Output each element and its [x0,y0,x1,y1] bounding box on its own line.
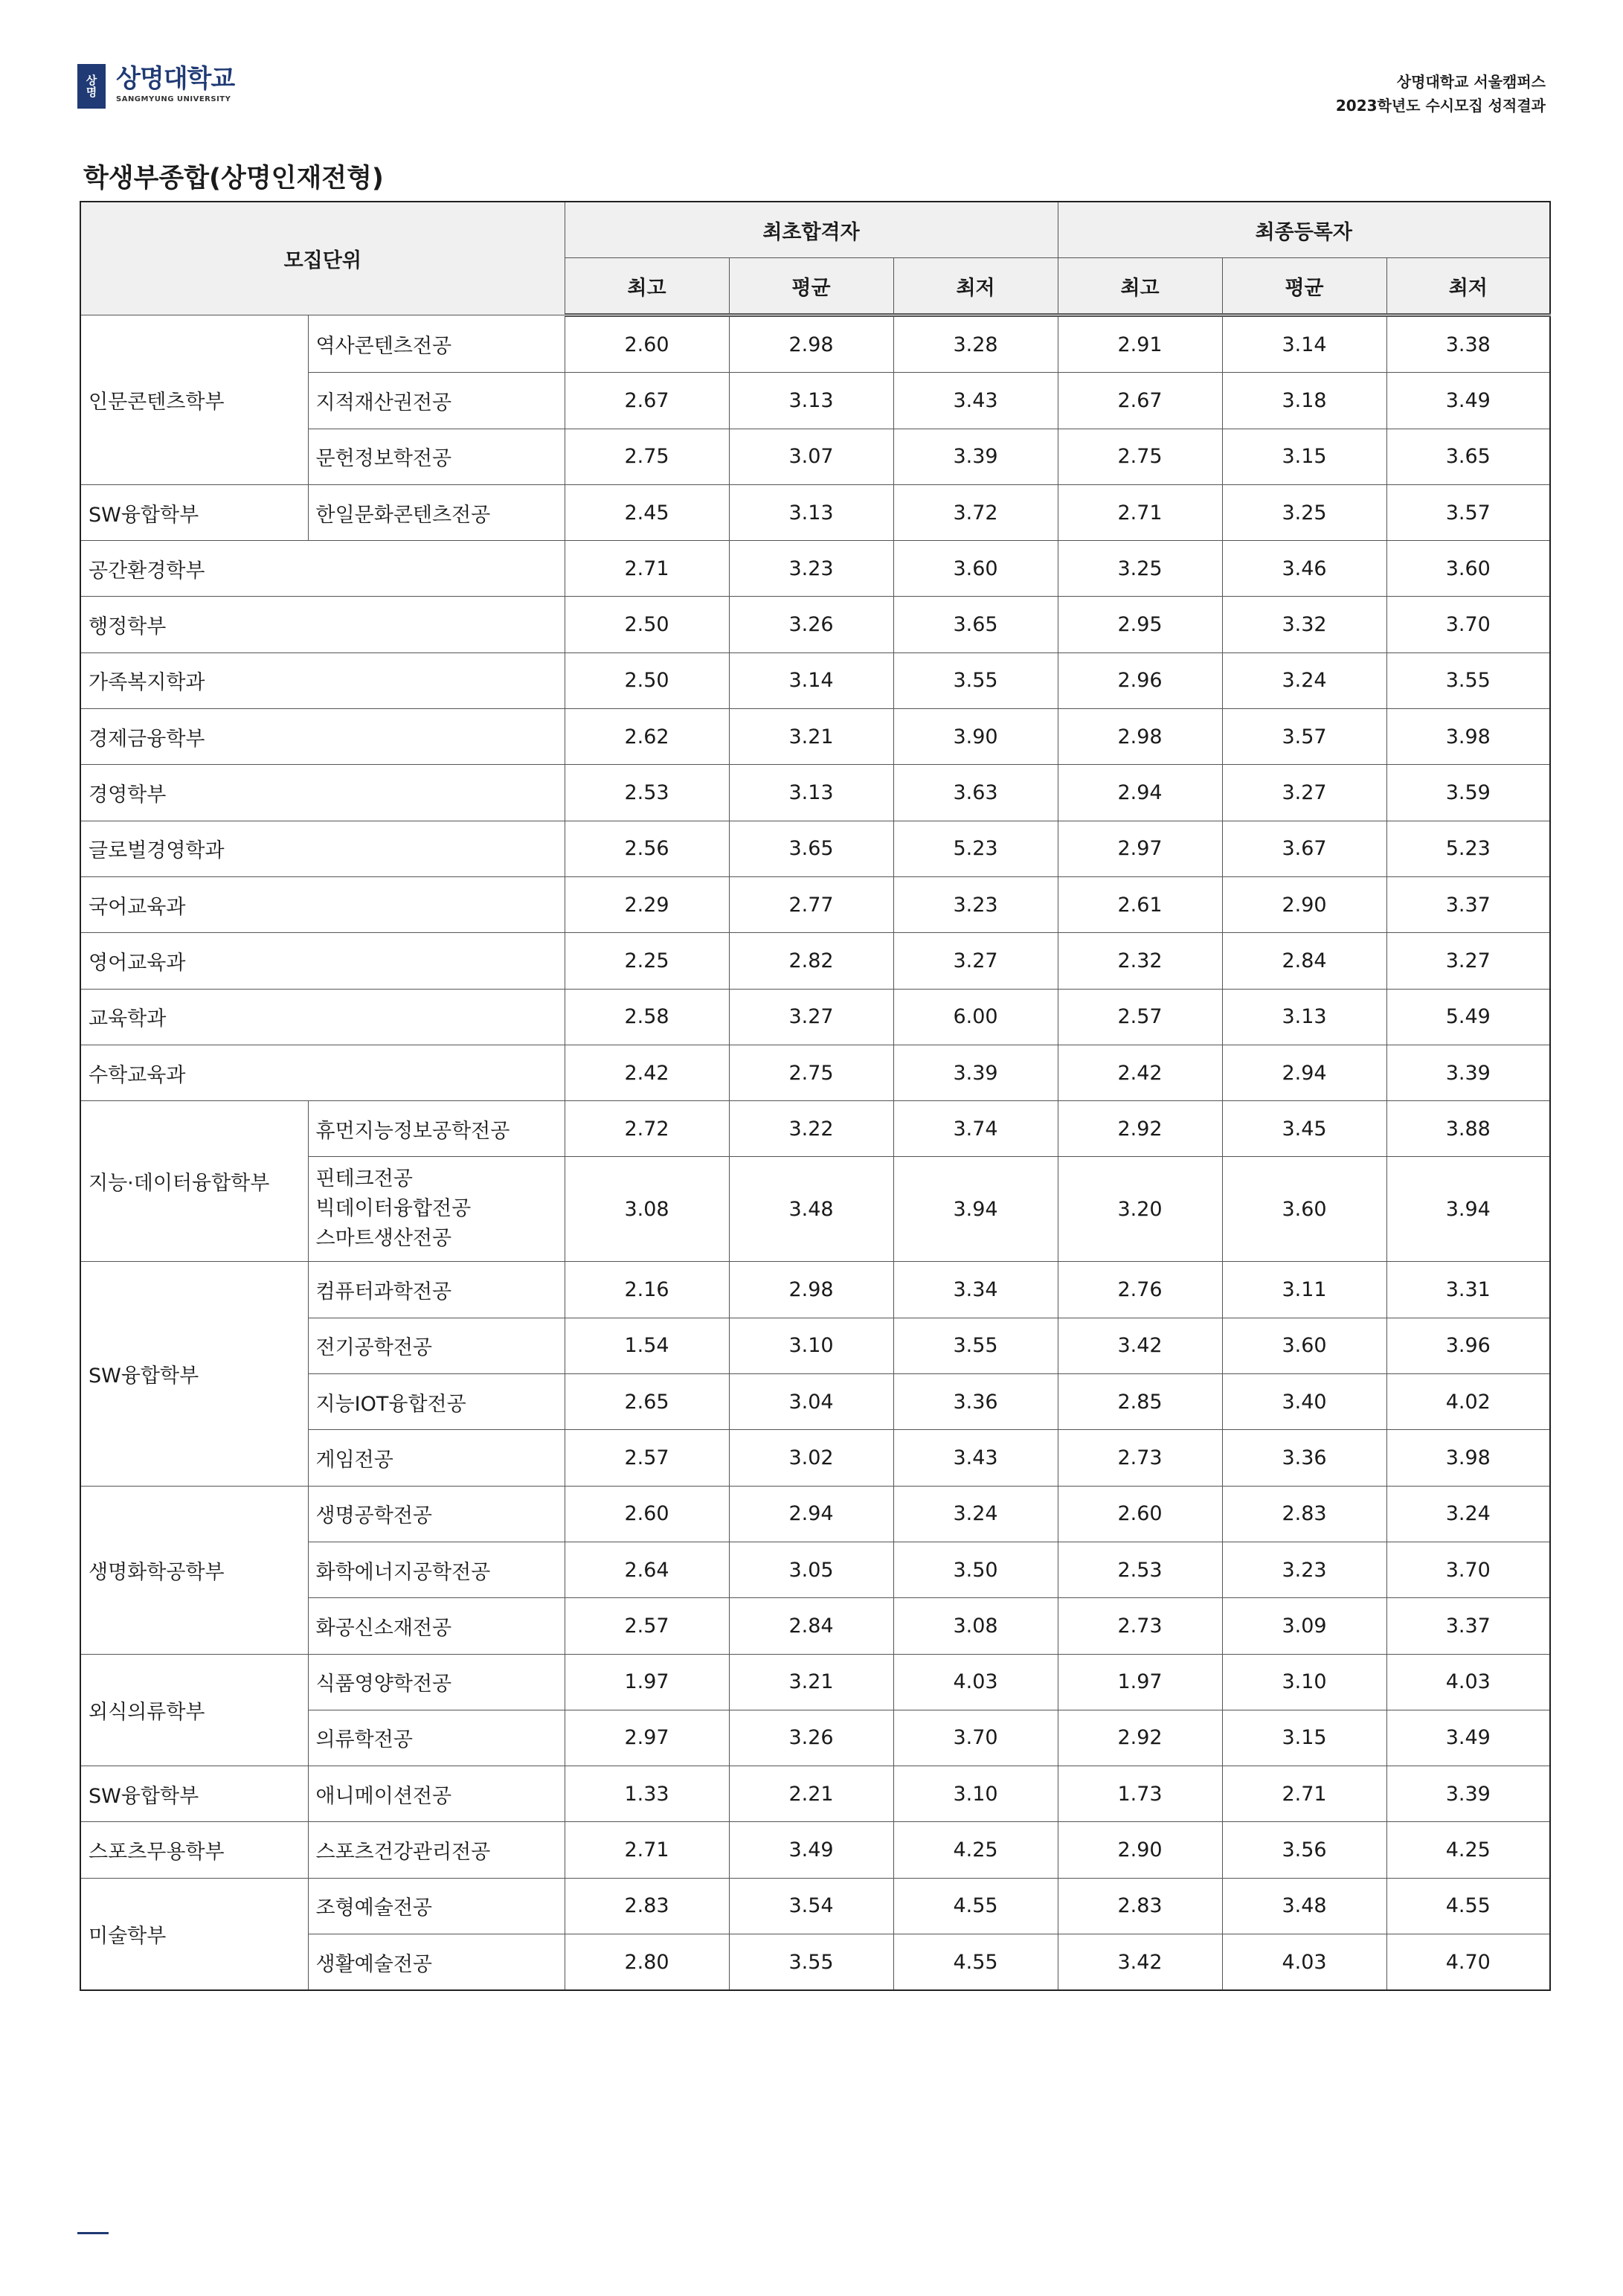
value-cell: 3.39 [1386,1045,1550,1100]
value-cell: 3.40 [1222,1374,1386,1430]
header-final-avg: 평균 [1222,258,1386,315]
value-cell: 2.98 [729,315,893,373]
value-cell: 3.98 [1386,709,1550,765]
value-cell: 1.97 [565,1654,729,1710]
dept-cell: 미술학부 [80,1878,308,1990]
value-cell: 3.08 [565,1157,729,1262]
table-row [80,541,1550,597]
dept-cell: 공간환경학부 [80,541,565,597]
value-cell: 2.53 [1058,1542,1222,1597]
value-cell: 3.43 [893,373,1058,429]
value-cell: 2.92 [1058,1710,1222,1766]
value-cell: 3.34 [893,1262,1058,1318]
value-cell: 3.36 [1222,1430,1386,1486]
value-cell: 3.24 [1386,1486,1550,1542]
major-line: 빅데이터융합전공 [315,1197,472,1221]
major-cell: 화공신소재전공 [308,1598,565,1654]
value-cell: 1.33 [565,1766,729,1822]
value-cell: 4.25 [893,1822,1058,1878]
value-cell: 2.42 [565,1045,729,1100]
value-cell: 2.50 [565,597,729,652]
table-row [80,821,1550,876]
value-cell: 3.55 [729,1934,893,1991]
major-cell: 한일문화콘텐츠전공 [308,484,565,540]
header-initial-min: 최저 [893,258,1058,315]
value-cell: 3.15 [1222,429,1386,484]
value-cell: 3.60 [1222,1318,1386,1373]
value-cell: 3.50 [893,1542,1058,1597]
value-cell: 3.45 [1222,1101,1386,1157]
value-cell: 3.27 [893,933,1058,989]
header-initial-avg: 평균 [729,258,893,315]
value-cell: 3.23 [893,876,1058,932]
value-cell: 3.32 [1222,597,1386,652]
major-cell: 지적재산권전공 [308,373,565,429]
value-cell: 2.57 [1058,989,1222,1045]
header-doc-title: 2023학년도 수시모집 성적결과 [1335,97,1546,115]
value-cell: 4.70 [1386,1934,1550,1991]
value-cell: 3.59 [1386,765,1550,821]
value-cell: 3.46 [1222,541,1386,597]
value-cell: 3.60 [1222,1157,1386,1262]
dept-cell: 외식의류학부 [80,1654,308,1766]
table-row [80,1045,1550,1100]
value-cell: 2.62 [565,709,729,765]
value-cell: 4.03 [1386,1654,1550,1710]
value-cell: 2.96 [1058,652,1222,708]
header-initial-max: 최고 [565,258,729,315]
value-cell: 3.28 [893,315,1058,373]
table-row [80,484,1550,540]
dept-cell: 수학교육과 [80,1045,565,1100]
table-row [80,1654,1550,1710]
value-cell: 3.94 [1386,1157,1550,1262]
dept-cell: SW융합학부 [80,484,308,540]
value-cell: 3.25 [1222,484,1386,540]
value-cell: 2.91 [1058,315,1222,373]
value-cell: 2.83 [565,1878,729,1934]
header-final-max: 최고 [1058,258,1222,315]
value-cell: 3.13 [729,765,893,821]
table-row [80,315,1550,373]
value-cell: 2.56 [565,821,729,876]
value-cell: 3.11 [1222,1262,1386,1318]
value-cell: 2.60 [1058,1486,1222,1542]
value-cell: 3.22 [729,1101,893,1157]
major-line: 핀테크전공 [315,1167,413,1191]
university-logo [77,64,234,112]
value-cell: 2.97 [1058,821,1222,876]
value-cell: 3.65 [729,821,893,876]
value-cell: 2.94 [1222,1045,1386,1100]
major-line: 스마트생산전공 [315,1227,452,1251]
results-table [80,201,1551,1991]
value-cell: 3.56 [1222,1822,1386,1878]
table-row [80,709,1550,765]
header-final-registrants: 최종등록자 [1058,202,1550,258]
value-cell: 3.49 [1386,1710,1550,1766]
document-header [1336,70,1546,118]
value-cell: 4.55 [893,1878,1058,1934]
value-cell: 3.07 [729,429,893,484]
value-cell: 3.65 [1386,429,1550,484]
major-cell: 컴퓨터과학전공 [308,1262,565,1318]
value-cell: 3.54 [729,1878,893,1934]
value-cell: 2.16 [565,1262,729,1318]
value-cell: 2.45 [565,484,729,540]
value-cell: 2.80 [565,1934,729,1991]
value-cell: 2.90 [1058,1822,1222,1878]
value-cell: 3.09 [1222,1598,1386,1654]
value-cell: 3.13 [729,373,893,429]
value-cell: 2.67 [565,373,729,429]
value-cell: 2.53 [565,765,729,821]
value-cell: 2.82 [729,933,893,989]
major-cell: 스포츠건강관리전공 [308,1822,565,1878]
value-cell: 2.65 [565,1374,729,1430]
value-cell: 2.97 [565,1710,729,1766]
value-cell: 3.39 [893,429,1058,484]
value-cell: 1.97 [1058,1654,1222,1710]
major-cell: 의류학전공 [308,1710,565,1766]
value-cell: 3.70 [1386,597,1550,652]
value-cell: 2.57 [565,1598,729,1654]
value-cell: 2.76 [1058,1262,1222,1318]
table-row [80,597,1550,652]
value-cell: 4.02 [1386,1374,1550,1430]
value-cell: 3.65 [893,597,1058,652]
value-cell: 2.95 [1058,597,1222,652]
table-row [80,933,1550,989]
value-cell: 3.04 [729,1374,893,1430]
value-cell: 2.84 [729,1598,893,1654]
value-cell: 3.43 [893,1430,1058,1486]
table-row [80,1766,1550,1822]
value-cell: 3.31 [1386,1262,1550,1318]
value-cell: 3.20 [1058,1157,1222,1262]
major-cell: 식품영양학전공 [308,1654,565,1710]
value-cell: 2.29 [565,876,729,932]
value-cell: 3.36 [893,1374,1058,1430]
logo-mark-char: 상 [86,74,97,87]
value-cell: 3.13 [1222,989,1386,1045]
table-row [80,989,1550,1045]
value-cell: 3.21 [729,1654,893,1710]
value-cell: 2.73 [1058,1430,1222,1486]
value-cell: 2.94 [729,1486,893,1542]
logo-name: 상명대학교 [116,64,235,94]
value-cell: 3.48 [1222,1878,1386,1934]
value-cell: 3.13 [729,484,893,540]
value-cell: 3.37 [1386,1598,1550,1654]
value-cell: 3.37 [1386,876,1550,932]
value-cell: 2.67 [1058,373,1222,429]
value-cell: 3.10 [1222,1654,1386,1710]
value-cell: 2.25 [565,933,729,989]
value-cell: 3.26 [729,1710,893,1766]
value-cell: 4.55 [1386,1878,1550,1934]
value-cell: 2.75 [729,1045,893,1100]
value-cell: 3.67 [1222,821,1386,876]
value-cell: 2.98 [1058,709,1222,765]
table-body [80,315,1550,1991]
value-cell: 3.57 [1386,484,1550,540]
value-cell: 2.75 [565,429,729,484]
value-cell: 2.75 [1058,429,1222,484]
value-cell: 3.42 [1058,1318,1222,1373]
major-cell: 지능IOT융합전공 [308,1374,565,1430]
header-final-min: 최저 [1386,258,1550,315]
major-cell: 게임전공 [308,1430,565,1486]
value-cell: 3.39 [1386,1766,1550,1822]
major-cell: 애니메이션전공 [308,1766,565,1822]
value-cell: 3.27 [1222,765,1386,821]
dept-cell: SW융합학부 [80,1262,308,1486]
table-row [80,765,1550,821]
value-cell: 2.83 [1058,1878,1222,1934]
value-cell: 3.49 [729,1822,893,1878]
value-cell: 3.05 [729,1542,893,1597]
dept-cell: 국어교육과 [80,876,565,932]
value-cell: 2.71 [1222,1766,1386,1822]
table-row [80,876,1550,932]
value-cell: 2.50 [565,652,729,708]
table-row [80,1262,1550,1318]
value-cell: 3.60 [893,541,1058,597]
value-cell: 2.92 [1058,1101,1222,1157]
value-cell: 3.63 [893,765,1058,821]
value-cell: 2.71 [1058,484,1222,540]
value-cell: 2.85 [1058,1374,1222,1430]
value-cell: 3.90 [893,709,1058,765]
value-cell: 4.03 [1222,1934,1386,1991]
value-cell: 3.27 [729,989,893,1045]
dept-cell: SW융합학부 [80,1766,308,1822]
value-cell: 3.74 [893,1101,1058,1157]
value-cell: 2.21 [729,1766,893,1822]
dept-cell: 가족복지학과 [80,652,565,708]
value-cell: 3.55 [893,652,1058,708]
value-cell: 3.24 [893,1486,1058,1542]
value-cell: 2.84 [1222,933,1386,989]
value-cell: 2.32 [1058,933,1222,989]
value-cell: 3.60 [1386,541,1550,597]
dept-cell: 경제금융학부 [80,709,565,765]
logo-mark-char: 명 [86,86,97,99]
value-cell: 3.08 [893,1598,1058,1654]
dept-cell: 교육학과 [80,989,565,1045]
dept-cell: 경영학부 [80,765,565,821]
value-cell: 3.57 [1222,709,1386,765]
value-cell: 1.54 [565,1318,729,1373]
value-cell: 3.88 [1386,1101,1550,1157]
major-cell: 역사콘텐츠전공 [308,315,565,373]
logo-subtitle: SANGMYUNG UNIVERSITY [116,95,231,103]
value-cell: 3.25 [1058,541,1222,597]
value-cell: 3.18 [1222,373,1386,429]
value-cell: 3.70 [893,1710,1058,1766]
value-cell: 6.00 [893,989,1058,1045]
table-row [80,652,1550,708]
value-cell: 3.94 [893,1157,1058,1262]
value-cell: 3.96 [1386,1318,1550,1373]
header-campus: 상명대학교 서울캠퍼스 [1396,73,1546,91]
dept-cell: 글로벌경영학과 [80,821,565,876]
value-cell: 3.21 [729,709,893,765]
value-cell: 3.49 [1386,373,1550,429]
value-cell: 2.64 [565,1542,729,1597]
value-cell: 2.57 [565,1430,729,1486]
major-cell: 휴먼지능정보공학전공 [308,1101,565,1157]
value-cell: 2.71 [565,1822,729,1878]
value-cell: 2.77 [729,876,893,932]
dept-cell: 행정학부 [80,597,565,652]
major-cell: 생명공학전공 [308,1486,565,1542]
logo-emblem-icon [77,64,106,109]
value-cell: 3.10 [893,1766,1058,1822]
header-initial-admits: 최초합격자 [565,202,1058,258]
dept-cell: 인문콘텐츠학부 [80,315,308,485]
value-cell: 2.42 [1058,1045,1222,1100]
major-cell: 생활예술전공 [308,1934,565,1991]
footer-rule [77,2232,109,2234]
value-cell: 3.10 [729,1318,893,1373]
value-cell: 2.94 [1058,765,1222,821]
value-cell: 5.49 [1386,989,1550,1045]
value-cell: 2.60 [565,315,729,373]
value-cell: 3.14 [729,652,893,708]
value-cell: 3.27 [1386,933,1550,989]
value-cell: 2.83 [1222,1486,1386,1542]
value-cell: 3.38 [1386,315,1550,373]
table-row [80,1822,1550,1878]
table-row [80,1878,1550,1934]
value-cell: 3.55 [1386,652,1550,708]
value-cell: 3.70 [1386,1542,1550,1597]
value-cell: 5.23 [1386,821,1550,876]
value-cell: 2.71 [565,541,729,597]
header-unit: 모집단위 [80,202,565,315]
table-row [80,1101,1550,1157]
value-cell: 3.23 [729,541,893,597]
section-title: 학생부종합(상명인재전형) [83,164,384,193]
value-cell: 2.90 [1222,876,1386,932]
value-cell: 2.72 [565,1101,729,1157]
dept-cell: 지능·데이터융합학부 [80,1101,308,1262]
value-cell: 3.24 [1222,652,1386,708]
value-cell: 3.55 [893,1318,1058,1373]
value-cell: 3.42 [1058,1934,1222,1991]
value-cell: 2.73 [1058,1598,1222,1654]
major-cell: 문헌정보학전공 [308,429,565,484]
value-cell: 4.55 [893,1934,1058,1991]
value-cell: 2.58 [565,989,729,1045]
value-cell: 3.72 [893,484,1058,540]
table-row [80,1486,1550,1542]
major-cell: 화학에너지공학전공 [308,1542,565,1597]
value-cell: 3.98 [1386,1430,1550,1486]
value-cell: 2.98 [729,1262,893,1318]
major-cell [308,1157,565,1262]
value-cell: 4.03 [893,1654,1058,1710]
major-cell: 조형예술전공 [308,1878,565,1934]
value-cell: 2.61 [1058,876,1222,932]
value-cell: 3.02 [729,1430,893,1486]
value-cell: 3.26 [729,597,893,652]
value-cell: 5.23 [893,821,1058,876]
value-cell: 3.48 [729,1157,893,1262]
value-cell: 4.25 [1386,1822,1550,1878]
value-cell: 3.14 [1222,315,1386,373]
major-cell: 전기공학전공 [308,1318,565,1373]
value-cell: 3.23 [1222,1542,1386,1597]
value-cell: 3.39 [893,1045,1058,1100]
value-cell: 2.60 [565,1486,729,1542]
value-cell: 1.73 [1058,1766,1222,1822]
dept-cell: 영어교육과 [80,933,565,989]
value-cell: 3.15 [1222,1710,1386,1766]
dept-cell: 생명화학공학부 [80,1486,308,1654]
dept-cell: 스포츠무용학부 [80,1822,308,1878]
